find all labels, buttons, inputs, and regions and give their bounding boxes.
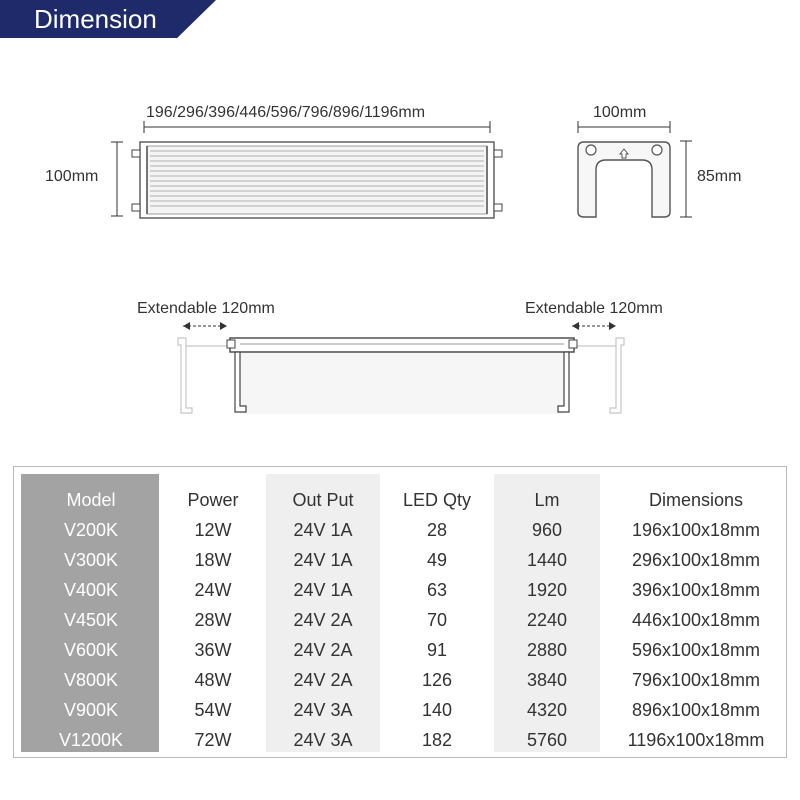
cell-led-qty: 182 [421,730,453,750]
extendable-view [178,322,624,414]
cell-output: 24V 2A [293,610,353,630]
cell-model: V800K [63,670,119,690]
cell-output: 24V 1A [293,550,353,570]
cell-power: 48W [194,670,232,690]
cell-power: 18W [194,550,232,570]
spec-table [13,466,787,758]
cell-output: 24V 1A [293,520,353,540]
cell-power: 12W [194,520,232,540]
top-view-fixture [111,121,502,218]
cell-lm: 4320 [526,700,568,720]
cell-output: 24V 3A [293,730,353,750]
cell-dimensions: 296x100x18mm [631,550,761,570]
header-power: Power [187,490,239,510]
cell-dimensions: 896x100x18mm [631,700,761,720]
top-width-label: 196/296/396/446/596/796/896/1196mm [146,104,426,121]
side-height-label: 85mm [697,168,742,185]
cell-led-qty: 70 [426,610,448,630]
header-dimensions: Dimensions [648,490,744,510]
cell-model: V200K [63,520,119,540]
cell-dimensions: 596x100x18mm [631,640,761,660]
cell-power: 72W [194,730,232,750]
cell-lm: 3840 [526,670,568,690]
cell-output: 24V 3A [293,700,353,720]
cell-lm: 1440 [526,550,568,570]
cell-model: V600K [63,640,119,660]
cell-dimensions: 446x100x18mm [631,610,761,630]
cell-model: V1200K [58,730,124,750]
spec-table-body [21,474,779,752]
cell-model: V300K [63,550,119,570]
side-view-fixture [578,121,692,217]
cell-led-qty: 126 [421,670,453,690]
cell-lm: 960 [531,520,563,540]
cell-power: 54W [194,700,232,720]
cell-dimensions: 796x100x18mm [631,670,761,690]
cell-model: V900K [63,700,119,720]
cell-output: 24V 2A [293,670,353,690]
cell-lm: 2240 [526,610,568,630]
cell-model: V400K [63,580,119,600]
header-lm: Lm [534,490,560,510]
cell-lm: 5760 [526,730,568,750]
header-model: Model [66,490,116,510]
header-output: Out Put [292,490,354,510]
cell-led-qty: 63 [426,580,448,600]
cell-dimensions: 196x100x18mm [631,520,761,540]
cell-power: 36W [194,640,232,660]
cell-led-qty: 140 [421,700,453,720]
cell-output: 24V 1A [293,580,353,600]
cell-output: 24V 2A [293,640,353,660]
cell-model: V450K [63,610,119,630]
side-width-label: 100mm [593,104,647,121]
extend-right-label: Extendable 120mm [525,300,663,317]
cell-led-qty: 28 [426,520,448,540]
top-height-label: 100mm [45,168,99,185]
header-led-qty: LED Qty [402,490,472,510]
cell-dimensions: 396x100x18mm [631,580,761,600]
section-title: Dimension [34,4,157,34]
cell-power: 24W [194,580,232,600]
extend-left-label: Extendable 120mm [137,300,275,317]
cell-lm: 1920 [526,580,568,600]
cell-power: 28W [194,610,232,630]
cell-led-qty: 49 [426,550,448,570]
cell-lm: 2880 [526,640,568,660]
cell-led-qty: 91 [426,640,448,660]
cell-dimensions: 1196x100x18mm [627,730,765,750]
